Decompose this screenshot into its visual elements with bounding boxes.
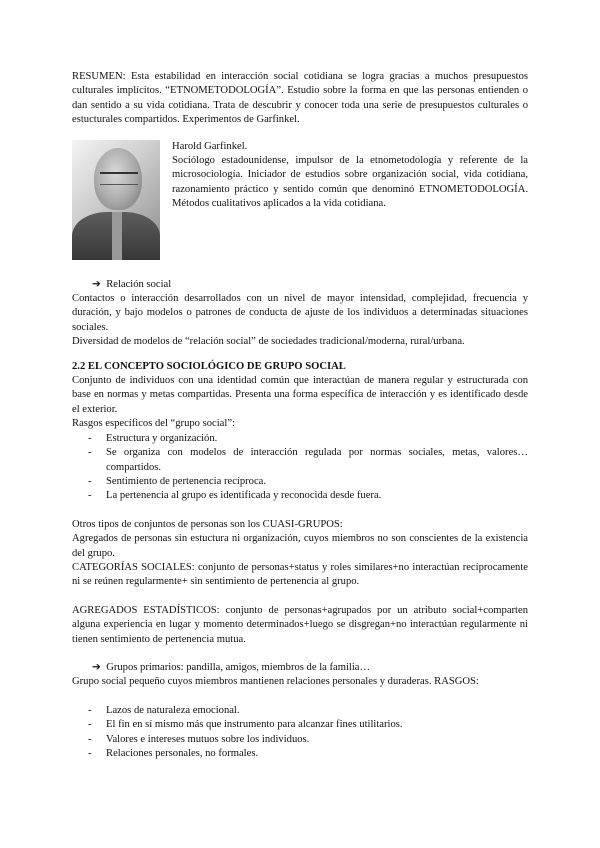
relacion-paragraph-2: Diversidad de modelos de “relación social” de sociedades tradicional/moderna, rural/urbana. bbox=[72, 336, 465, 348]
cuasi-categorias: CATEGORÍAS SOCIALES: conjunto de personas+status y roles similares+no interactúan recíprocamente ni se reúnen regularmente+ sin sentimiento de pertenencia al grupo. bbox=[72, 561, 528, 588]
cuasi-intro: Otros tipos de conjuntos de personas son los CUASI-GRUPOS: bbox=[72, 518, 343, 530]
list-item: - Sentimiento de pertenencia recíproca. bbox=[72, 475, 528, 489]
arrow-icon: ➔ bbox=[92, 661, 101, 673]
resumen-paragraph: RESUMEN: Esta estabilidad en interacción social cotidiana se logra gracias a muchos presupuestos culturales implícitos. “ETNOMETODOLOGÍA”. Estudio sobre la forma en que las personas entienden o dan sentido a su vida cotidiana. Trata de descubrir y conocer toda una serie de presupuestos culturales o estucturales compartidos. Experimentos de Garfinkel. bbox=[72, 71, 528, 126]
rasgos-intro: Rasgos específicos del “grupo social”: bbox=[72, 418, 235, 430]
list-item: - Valores e intereses mutuos sobre los individuos. bbox=[72, 733, 528, 747]
list-item: - Relaciones personales, no formales. bbox=[72, 747, 528, 761]
list-item: - La pertenencia al grupo es identificada y reconocida desde fuera. bbox=[72, 489, 528, 503]
list-item: - Lazos de naturaleza emocional. bbox=[72, 704, 528, 718]
bio-name: Harold Garfinkel. bbox=[172, 140, 248, 152]
arrow-icon: ➔ bbox=[92, 278, 101, 290]
rasgos-list bbox=[72, 432, 528, 504]
relacion-paragraph-1: Contactos o interacción desarrollados con un nivel de mayor intensidad, complejidad, frecuencia y duración, y bajo modelos o patrones de conducta de ajuste de los individuos a determinadas situaciones sociales. bbox=[72, 293, 528, 333]
primarios-title bbox=[92, 661, 528, 675]
relacion-title bbox=[92, 278, 528, 292]
cuasi-agregados: Agregados de personas sin estuctura ni organización, cuyos miembros no son conscientes de la existencia del grupo. bbox=[72, 533, 528, 559]
list-item: - Se organiza con modelos de interacción regulada por normas sociales, metas, valores… compartidos. bbox=[72, 446, 528, 475]
primarios-title-text: Grupos primarios: pandilla, amigos, miembros de la familia… bbox=[106, 661, 371, 673]
relacion-title-text: Relación social bbox=[106, 278, 172, 290]
section-heading: 2.2 EL CONCEPTO SOCIOLÓGICO DE GRUPO SOCIAL bbox=[72, 360, 346, 372]
list-item: - Estructura y organización. bbox=[72, 432, 528, 446]
bio-text bbox=[172, 140, 528, 260]
document-page bbox=[72, 70, 528, 761]
grupo-definition: Conjunto de individuos con una identidad común que interactúan de manera regular y estructurada con base en normas y metas compartidas. Presenta una forma específica de interacción y es identificado desde el exterior. bbox=[72, 375, 528, 415]
bio-section bbox=[72, 140, 528, 260]
portrait-photo bbox=[72, 140, 160, 260]
list-item: - El fin en sí mismo más que instrumento para alcanzar fines utilitarios. bbox=[72, 718, 528, 732]
primarios-paragraph: Grupo social pequeño cuyos miembros mantienen relaciones personales y duraderas. RASGOS: bbox=[72, 676, 479, 688]
bio-description: Sociólogo estadounidense, impulsor de la etnometodología y referente de la microsociología. Iniciador de estudios sobre organización social, vida cotidiana, razonamiento práctico y sentido común que denominó ETNOMETODOLOGÍA. Métodos cualitativos aplicados a la vida cotidiana. bbox=[172, 155, 528, 210]
primarios-rasgos-list bbox=[72, 704, 528, 762]
cuasi-estadisticos: AGREGADOS ESTADÍSTICOS: conjunto de personas+agrupados por un atributo social+comparten alguna experiencia en lugar y momento determinados+luego se disgregan+no interactúan regularmente ni tienen sentimiento de pertenencia mutua. bbox=[72, 604, 528, 645]
